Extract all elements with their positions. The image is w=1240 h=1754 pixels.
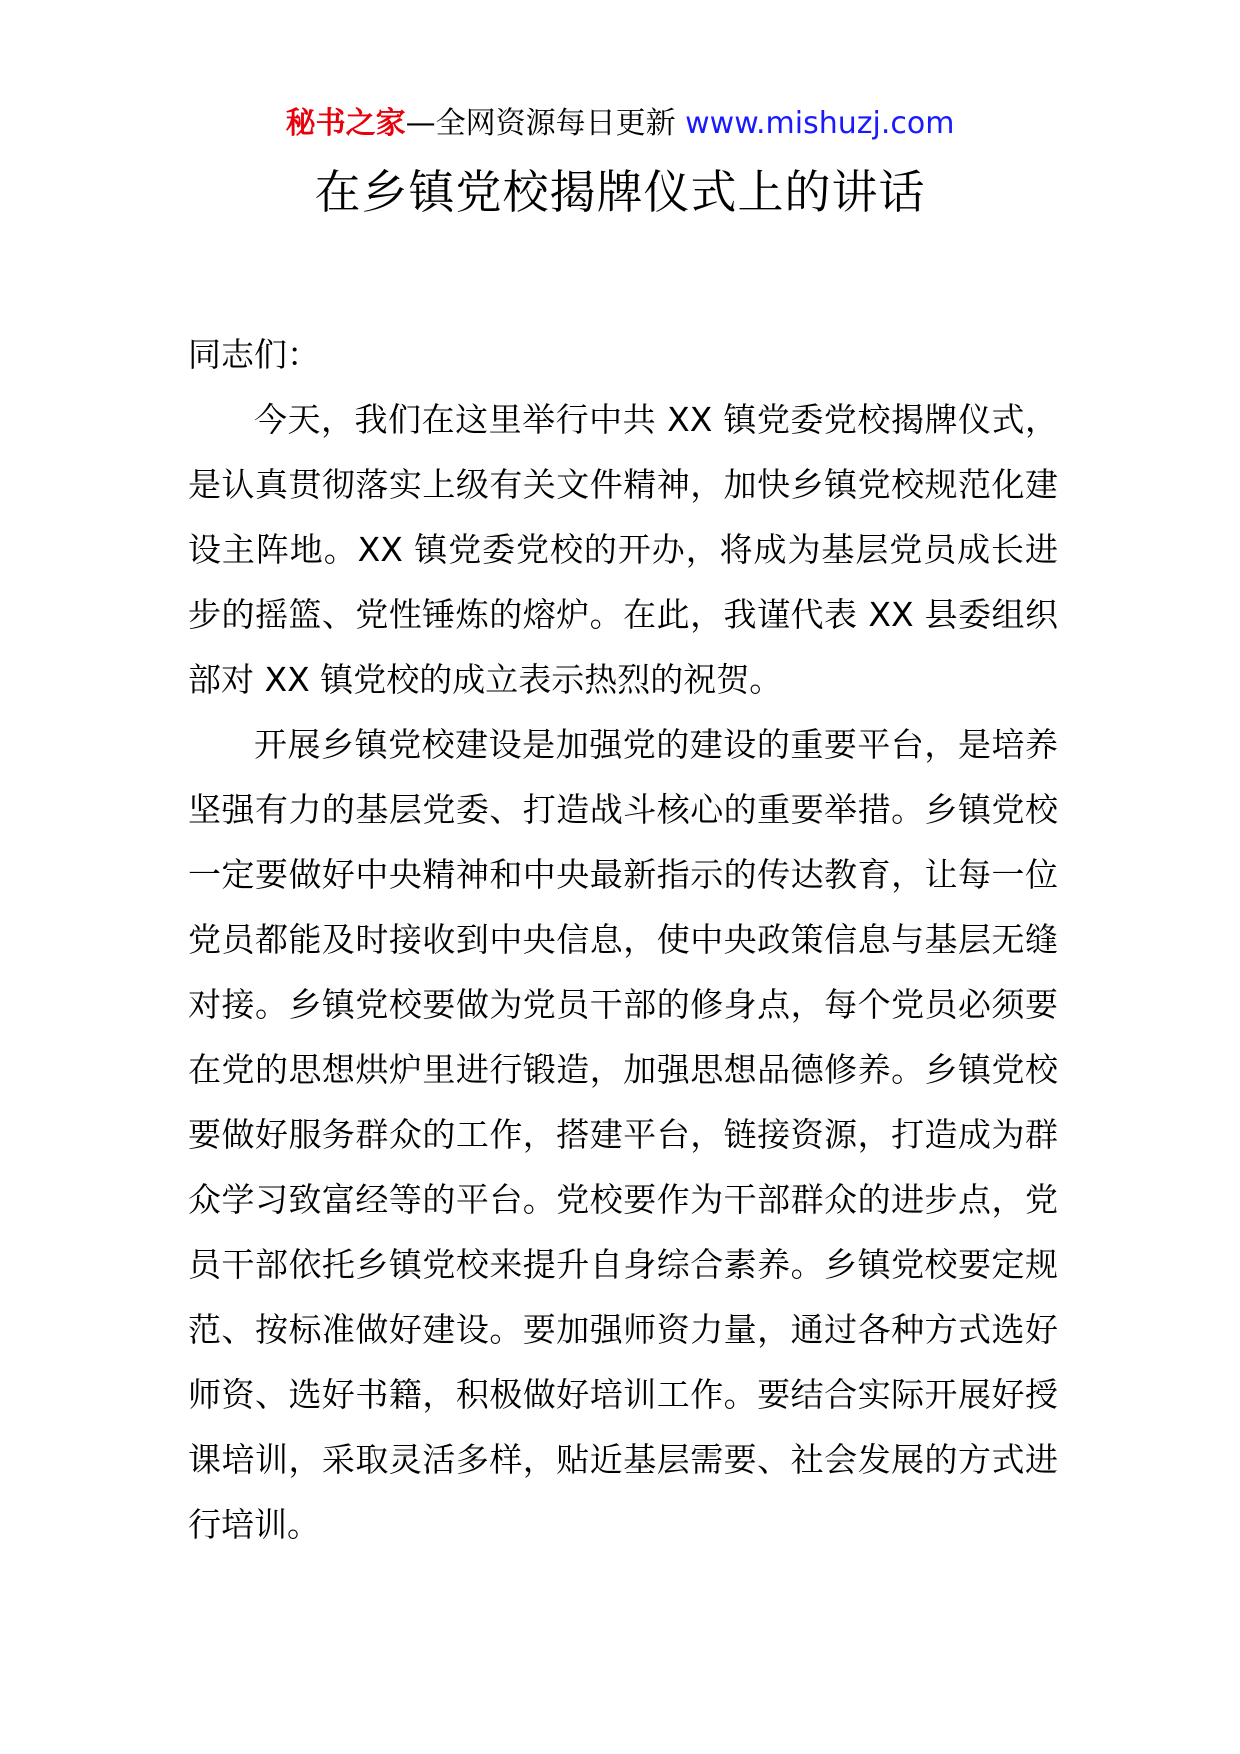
brand-name: 秘书之家 (285, 106, 406, 141)
salutation: 同志们： (188, 335, 320, 374)
site-header (0, 100, 1240, 148)
document-body (188, 322, 1058, 1557)
document-title: 在乡镇党校揭牌仪式上的讲话 (314, 165, 926, 219)
paragraph-main: 开展乡镇党校建设是加强党的建设的重要平台，是培养坚强有力的基层党委、打造战斗核心的重要举措。乡镇党校一定要做好中央精神和中央最新指示的传达教育，让每一位党员都能及时接收到中央信息，使中央政策信息与基层无缝对接。乡镇党校要做为党员干部的修身点，每个党员必须要在党的思想烘炉里进行锻造，加强思想品德修养。乡镇党校要做好服务群众的工作，搭建平台，链接资源，打造成为群众学习致富经等的平台。党校要作为干部群众的进步点，党员干部依托乡镇党校来提升自身综合素养。乡镇党校要定规范、按标准做好建设。要加强师资力量，通过各种方式选好师资、选好书籍，积极做好培训工作。要结合实际开展好授课培训，采取灵活多样，贴近基层需要、社会发展的方式进行培训。 (188, 725, 1058, 1544)
site-tagline: —全网资源每日更新 (405, 106, 676, 141)
site-url-link[interactable]: www.mishuzj.com (685, 106, 955, 141)
paragraph-opening: 今天，我们在这里举行中共 XX 镇党委党校揭牌仪式，是认真贯彻落实上级有关文件精神，加快乡镇党校规范化建设主阵地。XX 镇党委党校的开办，将成为基层党员成长进步的摇篮、党性锤炼的熔炉。在此，我谨代表 XX 县委组织部对 XX 镇党校的成立表示热烈的祝贺。 (188, 400, 1058, 699)
